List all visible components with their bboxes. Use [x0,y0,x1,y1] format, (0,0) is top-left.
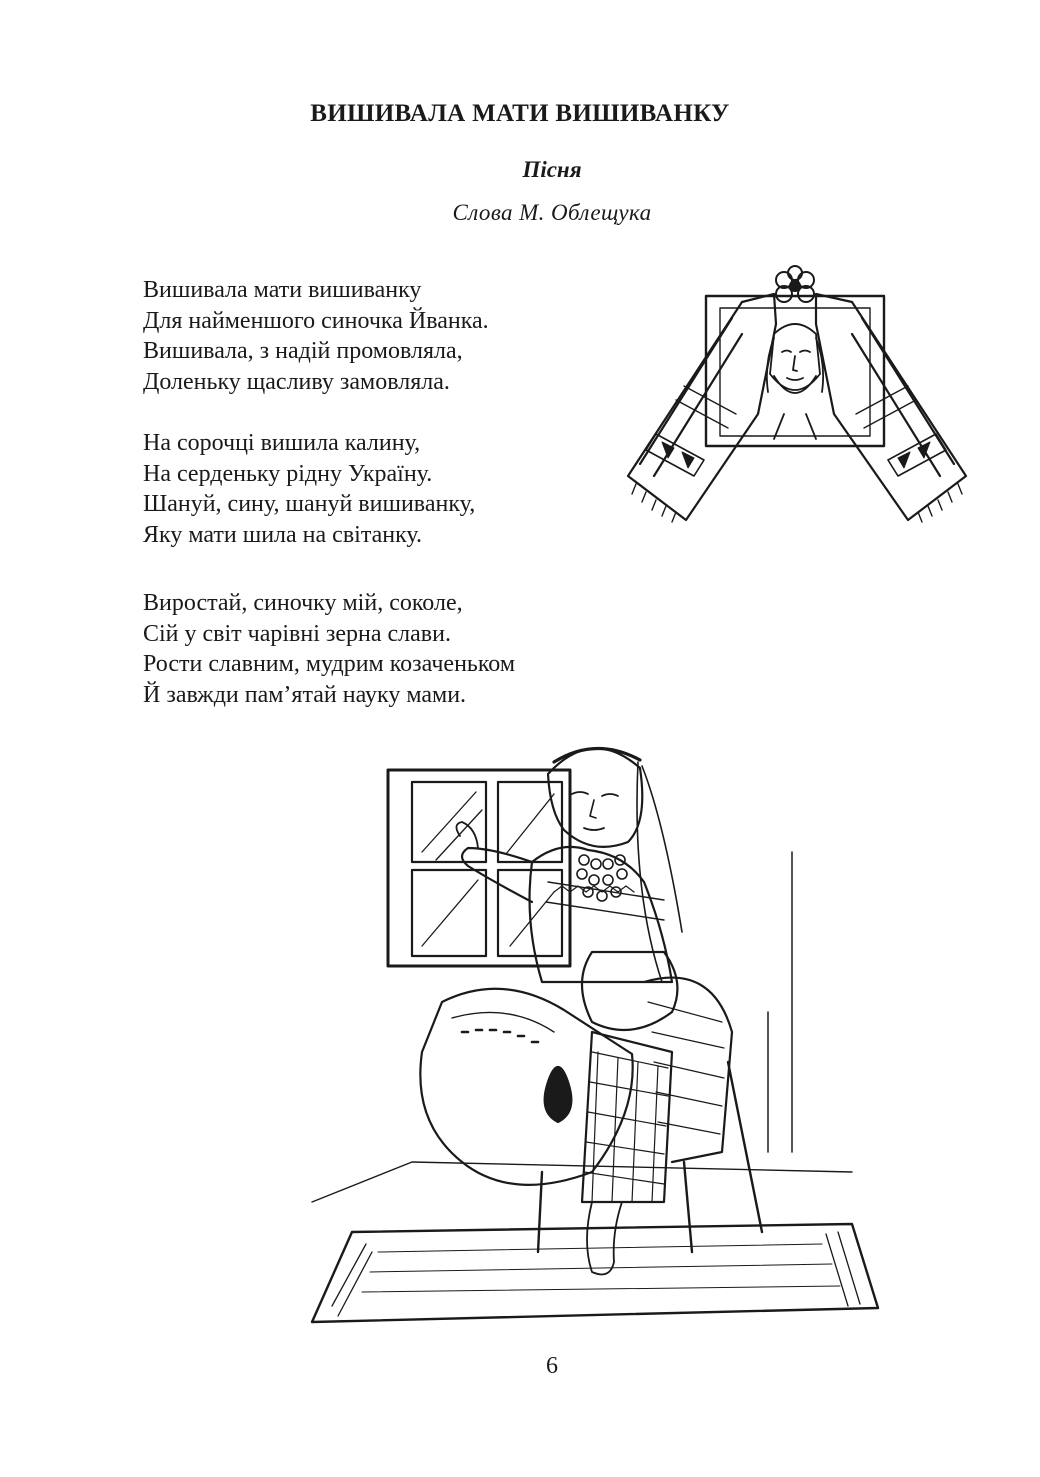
poem-title: ВИШИВАЛА МАТИ ВИШИВАНКУ [310,100,730,127]
verse-line: Виростай, синочку мій, соколе, [143,590,463,616]
stanza-1 [143,275,489,397]
stanza-3 [143,588,515,710]
poem-genre: Пісня [522,157,582,182]
icon-with-rushnyk-illustration [624,264,970,534]
verse-line: Для найменшого синочка Йванка. [143,307,489,334]
poem-author: Слова М. Облещука [452,200,652,225]
verse-line: Й завжди пам’ятай науку мами. [143,681,467,708]
verse-line: Сій у світ чарівні зерна слави. [143,620,451,647]
embroidering-woman-illustration [292,732,884,1332]
verse-line: Вишивала мати вишиванку [143,277,422,303]
verse-line: Вишивала, з надій промовляла, [143,338,463,364]
verse-line: На серденьку рідну Україну. [143,460,433,487]
page-number: 6 [546,1353,558,1379]
verse-line: Яку мати шила на світанку. [143,521,423,548]
rushnyk-right [816,294,966,522]
chair [538,978,762,1252]
verse-line: Доленьку щасливу замовляла. [143,368,450,395]
verse-line: Рости славним, мудрим козаченьком [143,651,516,677]
rushnyk-left [628,294,776,522]
skirt-and-cloth [420,989,672,1202]
stanza-2 [143,428,475,550]
verse-line: На сорочці вишила калину, [143,430,421,456]
verse-line: Шануй, сину, шануй вишиванку, [143,491,476,517]
coral-beads [577,855,627,901]
icon-face [767,324,823,439]
window [388,770,570,966]
woman-head [548,748,682,982]
